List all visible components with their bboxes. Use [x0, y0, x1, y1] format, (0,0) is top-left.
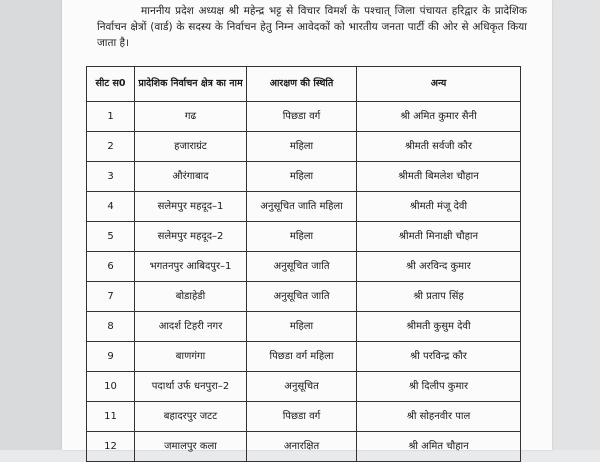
table-header-row: [87, 67, 521, 102]
candidate-name: श्री अमित चौहान: [357, 432, 521, 462]
constituency-name: औरंगाबाद: [135, 162, 247, 192]
reservation-status: महिला: [247, 222, 357, 252]
candidate-name: श्री सोहनवीर पाल: [357, 402, 521, 432]
seat-number: 3: [87, 162, 135, 192]
reservation-status: महिला: [247, 312, 357, 342]
candidate-name: श्रीमती बिमलेश चौहान: [357, 162, 521, 192]
constituency-name: सलेमपुर महदूद–1: [135, 192, 247, 222]
seat-number: 6: [87, 252, 135, 282]
reservation-status: पिछडा वर्ग: [247, 102, 357, 132]
candidate-name: श्री प्रताप सिंह: [357, 282, 521, 312]
constituency-name: आदर्श टिहरी नगर: [135, 312, 247, 342]
reservation-status: अनुसूचित जाति: [247, 252, 357, 282]
reservation-status: अनुसूचित जाति महिला: [247, 192, 357, 222]
table-row: [87, 282, 521, 312]
table-row: [87, 342, 521, 372]
candidate-name: श्री परविन्द्र कौर: [357, 342, 521, 372]
constituency-name: सलेमपुर महदूद–2: [135, 222, 247, 252]
table-row: [87, 162, 521, 192]
table-row: [87, 132, 521, 162]
constituency-name: भगतनपुर आबिदपुर–1: [135, 252, 247, 282]
seat-number: 8: [87, 312, 135, 342]
table-row: [87, 192, 521, 222]
candidate-name: श्री अमित कुमार सैनी: [357, 102, 521, 132]
candidate-name: श्रीमती मंजू देवी: [357, 192, 521, 222]
reservation-status: अनुसूचित: [247, 372, 357, 402]
seat-number: 9: [87, 342, 135, 372]
seat-number: 11: [87, 402, 135, 432]
seat-number: 1: [87, 102, 135, 132]
table-row: [87, 432, 521, 462]
reservation-status: महिला: [247, 162, 357, 192]
constituency-name: जमालपुर कला: [135, 432, 247, 462]
candidate-name: श्रीमती कुसुम देवी: [357, 312, 521, 342]
header-reservation: आरक्षण की स्थिति: [247, 67, 357, 102]
table-row: [87, 312, 521, 342]
document-page: [62, 0, 552, 450]
candidate-name: श्री अरविन्द कुमार: [357, 252, 521, 282]
constituency-name: पदार्था उर्फ धनपुरा–2: [135, 372, 247, 402]
seat-number: 5: [87, 222, 135, 252]
seat-number: 10: [87, 372, 135, 402]
constituency-name: गढ: [135, 102, 247, 132]
reservation-status: महिला: [247, 132, 357, 162]
candidate-name: श्री दिलीप कुमार: [357, 372, 521, 402]
seat-number: 12: [87, 432, 135, 462]
table-row: [87, 252, 521, 282]
left-background-edge: [0, 0, 62, 450]
table-row: [87, 372, 521, 402]
right-background-edge: [552, 0, 600, 450]
reservation-status: अनुसूचित जाति: [247, 282, 357, 312]
constituency-name: बाणगंगा: [135, 342, 247, 372]
header-candidate: अन्य: [357, 67, 521, 102]
constituency-name: बोडाहेडी: [135, 282, 247, 312]
intro-paragraph: माननीय प्रदेश अध्यक्ष श्री महेन्द्र भट्ट से विचार विमर्श के पश्चात् जिला पंचायत हरिद्वार के प्रादेशिक निर्वाचन क्षेत्रों (वार्ड) के सदस्य के निर्वाचन हेतु निम्न आवेदकों को भारतीय जनता पार्टी की ओर से अधिकृत किया जाता है।: [97, 5, 527, 49]
seat-number: 7: [87, 282, 135, 312]
reservation-status: पिछडा वर्ग महिला: [247, 342, 357, 372]
header-constituency: प्रादेशिक निर्वाचन क्षेत्र का नाम: [135, 67, 247, 102]
constituency-name: हजाराग्रंट: [135, 132, 247, 162]
candidate-table: [86, 66, 521, 462]
seat-number: 2: [87, 132, 135, 162]
table-row: [87, 222, 521, 252]
header-seat-no: सीट स0: [87, 67, 135, 102]
constituency-name: बहादरपुर जटट: [135, 402, 247, 432]
candidate-name: श्रीमती मिनाक्षी चौहान: [357, 222, 521, 252]
seat-number: 4: [87, 192, 135, 222]
table-row: [87, 402, 521, 432]
reservation-status: पिछडा वर्ग: [247, 402, 357, 432]
candidate-name: श्रीमती सर्वजी कौर: [357, 132, 521, 162]
candidate-table-container: [86, 66, 520, 462]
reservation-status: अनारक्षित: [247, 432, 357, 462]
table-row: [87, 102, 521, 132]
